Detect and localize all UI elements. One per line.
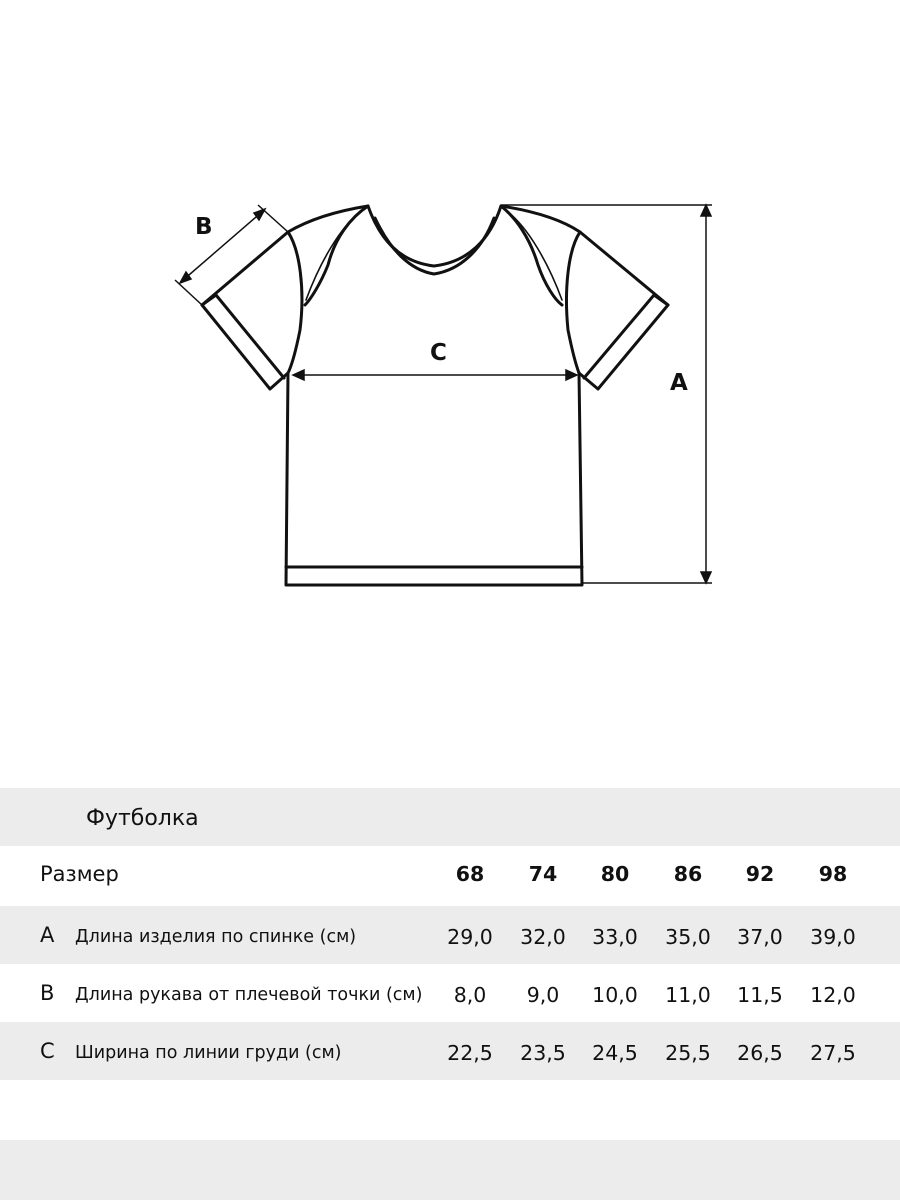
row-value: 10,0 [592,983,638,1007]
row-value: 27,5 [810,1041,856,1065]
row-value: 37,0 [737,925,783,949]
size-header-row [0,846,900,904]
dimension-c-label: C [430,340,447,366]
row-letter: C [40,1039,55,1063]
row-value: 39,0 [810,925,856,949]
table-row-c [0,1022,900,1080]
row-value: 24,5 [592,1041,638,1065]
size-74: 74 [528,862,558,886]
row-value: 11,0 [665,983,711,1007]
row-letter: B [40,981,55,1005]
size-86: 86 [673,862,703,886]
right-sleeve-cuff [654,295,668,305]
row-value: 8,0 [453,983,487,1007]
row-value: 29,0 [447,925,493,949]
row-value: 26,5 [737,1041,783,1065]
table-row-a [0,906,900,964]
row-value: 9,0 [526,983,560,1007]
size-80: 80 [600,862,630,886]
bottom-band [0,1140,900,1200]
row-value: 25,5 [665,1041,711,1065]
neckline [368,206,501,266]
size-68: 68 [455,862,485,886]
row-description: Длина изделия по спинке (см) [75,927,357,947]
table-title: Футболка [86,806,199,831]
row-value: 35,0 [665,925,711,949]
row-description: Ширина по линии груди (см) [75,1043,342,1063]
dimension-a-label: A [670,370,688,396]
row-value: 23,5 [520,1041,566,1065]
size-header-label: Размер [40,862,119,886]
row-value: 12,0 [810,983,856,1007]
table-row-b [0,964,900,1022]
dimension-b-label: B [195,214,213,240]
size-92: 92 [745,862,775,886]
left-sleeve [202,206,368,389]
row-letter: A [40,923,55,947]
row-description: Длина рукава от плечевой точки (см) [75,985,423,1005]
tshirt-body [286,373,582,585]
left-sleeve-cuff [202,295,216,305]
row-value: 22,5 [447,1041,493,1065]
row-value: 32,0 [520,925,566,949]
row-value: 11,5 [737,983,783,1007]
row-value: 33,0 [592,925,638,949]
size-98: 98 [818,862,848,886]
